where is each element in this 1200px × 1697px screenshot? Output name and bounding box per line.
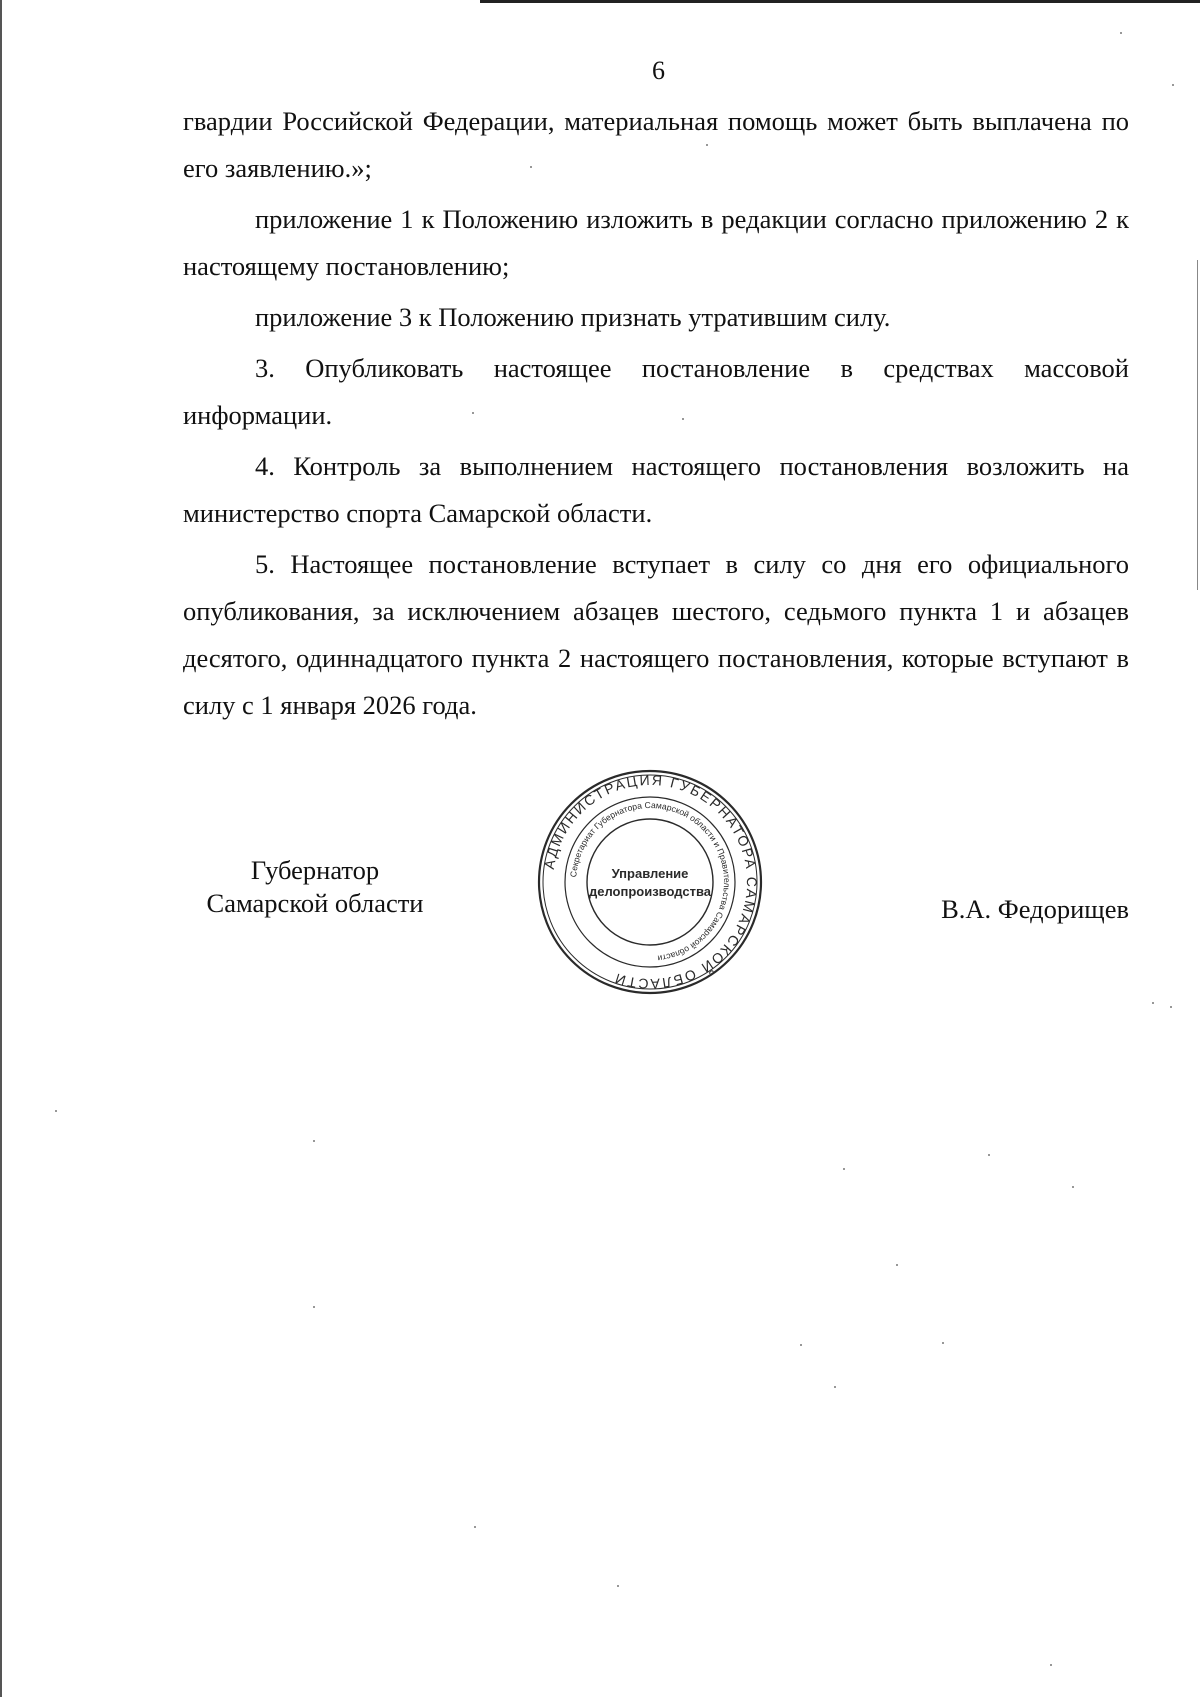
- scan-speck: [1152, 1002, 1154, 1004]
- scan-speck: [1120, 32, 1122, 34]
- signatory-name: В.А. Федорищев: [941, 894, 1129, 924]
- paragraph-item-5: 5. Настоящее постановление вступает в силу со дня его официального опубликования, за исключением абзацев шестого, седьмого пункта 1 и абзацев десятого, одиннадцатого пункта 2 настоящего постановления, которые вступают в силу с 1 января 2026 года.: [183, 549, 1129, 720]
- seal-center-line2: делопроизводства: [588, 884, 712, 899]
- scan-speck: [472, 412, 474, 414]
- paragraph-continuation: гвардии Российской Федерации, материальная помощь может быть выплачена по его заявлению.»;: [183, 106, 1129, 183]
- scan-speck: [942, 1342, 944, 1344]
- page-number: 6: [652, 56, 665, 85]
- scan-speck: [988, 1154, 990, 1156]
- scan-speck: [896, 1264, 898, 1266]
- paragraph-item-4: 4. Контроль за выполнением настоящего постановления возложить на министерство спорта Самарской области.: [183, 451, 1129, 528]
- scan-border-left: [0, 0, 2, 1697]
- body-text: [183, 98, 1129, 729]
- paragraph-appendix-1: приложение 1 к Положению изложить в редакции согласно приложению 2 к настоящему постановлению;: [183, 204, 1129, 281]
- scan-speck: [474, 1526, 476, 1528]
- scan-speck: [1172, 84, 1174, 86]
- seal-center-line1: Управление: [611, 866, 689, 881]
- seal-middle-ring-text: Секретариат Губернатора Самарской области и Правительства Самарской области: [568, 799, 733, 964]
- scan-speck: [800, 1344, 802, 1346]
- scan-border-top: [480, 0, 1200, 3]
- scan-speck: [706, 144, 708, 146]
- signatory-title-line2: Самарской области: [206, 888, 424, 918]
- scan-speck: [834, 1386, 836, 1388]
- scan-speck: [530, 166, 532, 168]
- scan-speck: [1050, 1664, 1052, 1666]
- scan-speck: [313, 1306, 315, 1308]
- seal-outer-ring-text: АДМИНИСТРАЦИЯ ГУБЕРНАТОРА САМАРСКОЙ ОБЛАСТИ: [540, 771, 761, 993]
- signatory-title-line1: Губернатор: [250, 855, 380, 885]
- scan-speck: [617, 1585, 619, 1587]
- scan-speck: [843, 1168, 845, 1170]
- signatory-title: [170, 854, 460, 920]
- scan-speck: [1170, 1006, 1172, 1008]
- scan-speck: [313, 1140, 315, 1142]
- scan-speck: [682, 418, 684, 420]
- scan-speck: [1072, 1186, 1074, 1188]
- paragraph-item-3: 3. Опубликовать настоящее постановление в средствах массовой информации.: [183, 353, 1129, 430]
- official-seal-stamp: [536, 768, 764, 996]
- paragraph-appendix-3: приложение 3 к Положению признать утратившим силу.: [255, 302, 891, 332]
- scan-border-right: [1197, 260, 1198, 590]
- scan-speck: [55, 1110, 57, 1112]
